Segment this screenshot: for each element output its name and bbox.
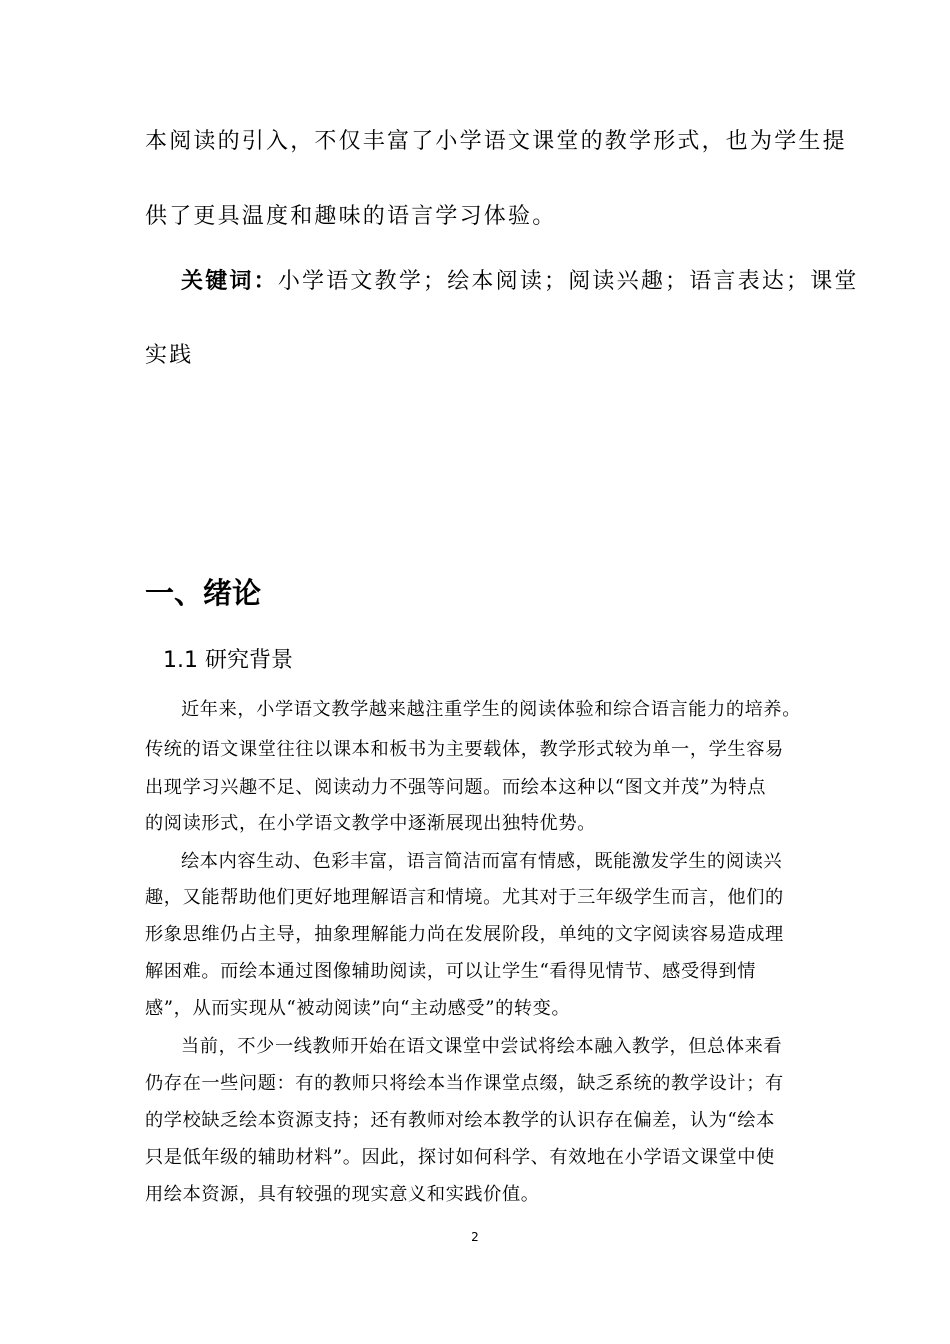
body-line-5: 绘本内容生动、色彩丰富，语言简洁而富有情感，既能激发学生的阅读兴 bbox=[181, 851, 783, 872]
chapter-title: 一、绪论 bbox=[145, 576, 262, 610]
body-line-10: 当前，不少一线教师开始在语文课堂中尝试将绘本融入教学，但总体来看 bbox=[181, 1036, 783, 1057]
body-line-7: 形象思维仍占主导，抽象理解能力尚在发展阶段，单纯的文字阅读容易造成理 bbox=[145, 924, 784, 945]
body-line-11: 仍存在一些问题：有的教师只将绘本当作课堂点缀，缺乏系统的教学设计；有 bbox=[145, 1073, 784, 1094]
abstract-line-2: 供了更具温度和趣味的语言学习体验。 bbox=[145, 204, 557, 229]
body-line-4: 的阅读形式，在小学语文教学中逐渐展现出独特优势。 bbox=[145, 813, 596, 834]
body-line-3: 出现学习兴趣不足、阅读动力不强等问题。而绘本这种以“图文并茂”为特点 bbox=[145, 777, 766, 798]
section-title: 1.1 研究背景 bbox=[163, 648, 293, 673]
body-line-9: 感”，从而实现从“被动阅读”向“主动感受”的转变。 bbox=[145, 998, 571, 1019]
keywords-line-2: 实践 bbox=[145, 343, 194, 368]
body-line-1: 近年来，小学语文教学越来越注重学生的阅读体验和综合语言能力的培养。 bbox=[181, 699, 801, 720]
keywords-line bbox=[181, 268, 859, 296]
body-line-13: 只是低年级的辅助材料”。因此，探讨如何科学、有效地在小学语文课堂中使 bbox=[145, 1147, 775, 1168]
body-line-14: 用绘本资源，具有较强的现实意义和实践价值。 bbox=[145, 1184, 540, 1205]
keywords-label: 关键词： bbox=[181, 269, 278, 294]
body-line-12: 的学校缺乏绘本资源支持；还有教师对绘本教学的认识存在偏差，认为“绘本 bbox=[145, 1110, 775, 1131]
keywords-text: 小学语文教学；绘本阅读；阅读兴趣；语言表达；课堂 bbox=[277, 269, 859, 294]
page-number: 2 bbox=[471, 1230, 479, 1244]
body-line-2: 传统的语文课堂往往以课本和板书为主要载体，教学形式较为单一，学生容易 bbox=[145, 739, 784, 760]
body-line-6: 趣，又能帮助他们更好地理解语言和情境。尤其对于三年级学生而言，他们的 bbox=[145, 887, 784, 908]
abstract-line-1: 本阅读的引入，不仅丰富了小学语文课堂的教学形式，也为学生提 bbox=[145, 129, 847, 154]
body-line-8: 解困难。而绘本通过图像辅助阅读，可以让学生“看得见情节、感受得到情 bbox=[145, 961, 757, 982]
